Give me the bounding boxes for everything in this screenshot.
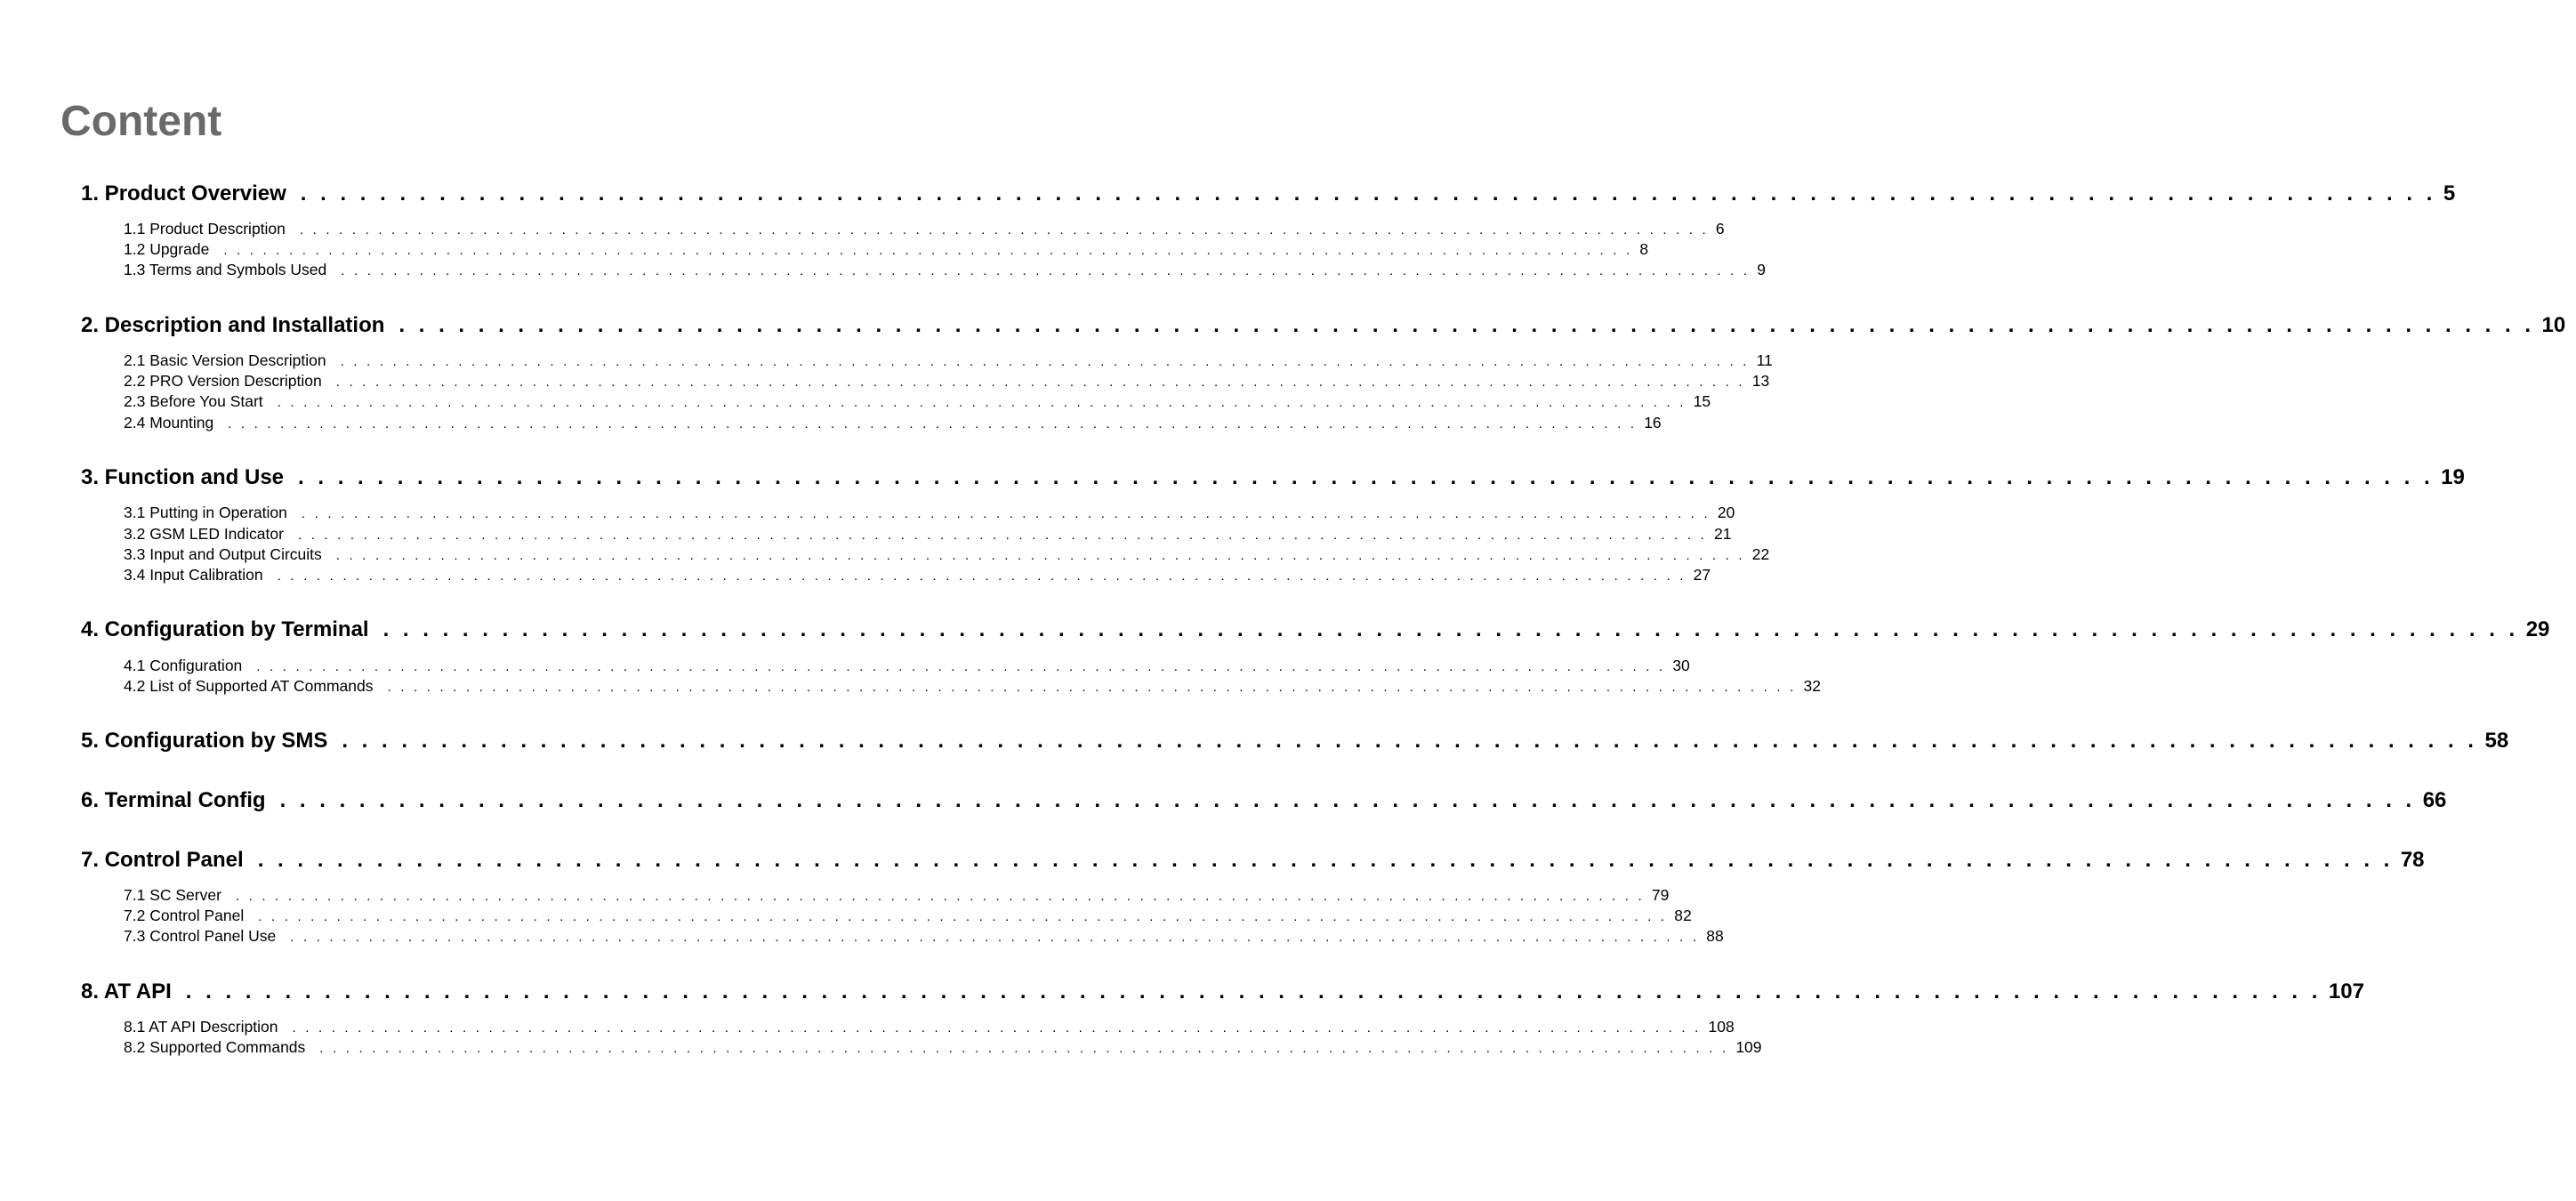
- toc-section-3-4[interactable]: [124, 565, 1711, 586]
- page-number: 32: [1803, 677, 1821, 695]
- toc-section-7-3[interactable]: [124, 926, 1724, 947]
- section-title: 1.2 Upgrade: [124, 240, 210, 258]
- page-number: 19: [2441, 465, 2465, 489]
- dot-leader: . . . . . . . . . . . . . . . . . . . . . . . . . . . . . . . . . . . . . . . . . . . . . . . . . . . . . . . . . . . . . . . . . . . . . . . . . . . . . . . . . . . . . . . . . . . . . . . . . . . . . . . . . . . .: [277, 568, 1686, 584]
- toc-section-1-3[interactable]: [124, 260, 1767, 281]
- chapter-title: 8. AT API: [81, 979, 172, 1004]
- dot-leader: . . . . . . . . . . . . . . . . . . . . . . . . . . . . . . . . . . . . . . . . . . . . . . . . . . . . . . . . . . . . . . . . . . . . . . . . . . . . . . . . . . . . . . . . . . . . . . . . . . . . . . . . . . . .: [297, 528, 1707, 543]
- toc-chapter-4[interactable]: [81, 617, 2550, 643]
- dot-leader: . . . . . . . . . . . . . . . . . . . . . . . . . . . . . . . . . . . . . . . . . . . . . . . . . . . . . . . . . . . . . . . . . . . . . . . . . . . . . . . . . . . . . . . . . . . . . . . . . . . . . . . . . . . .: [228, 416, 1638, 431]
- toc-section-2-4[interactable]: [124, 413, 1662, 434]
- dot-leader: . . . . . . . . . . . . . . . . . . . . . . . . . . . . . . . . . . . . . . . . . . . . . . . . . . . . . . . . . . . . . . . . . . . . . . . . . . . . . . . . . . . . . . . . . . . . . . . . . . . . . . . . . . . .: [319, 1041, 1729, 1056]
- page-number: 10: [2541, 313, 2566, 337]
- toc-chapter-2[interactable]: [81, 312, 2566, 339]
- dot-leader: . . . . . . . . . . . . . . . . . . . . . . . . . . . . . . . . . . . . . . . . . . . . . . . . . . . . . . . . . . . . . . . . . . . . . . . . . . . . . . . . . . . . . . . . . . . . . . . . . . . . . . . . . . . .: [290, 930, 1700, 945]
- dot-leader: . . . . . . . . . . . . . . . . . . . . . . . . . . . . . . . . . . . . . . . . . . . . . . . . . . . . . . . . . . . . . . . . . . . . . . . . . . . . . . . . . . . . . . . . . . . . . . . . . . . . . . . . . . . .: [340, 354, 1750, 369]
- page-number: 79: [1651, 886, 1670, 904]
- section-title: 2.4 Mounting: [124, 414, 214, 431]
- toc-section-7-2[interactable]: [124, 906, 1692, 927]
- dot-leader: . . . . . . . . . . . . . . . . . . . . . . . . . . . . . . . . . . . . . . . . . . . . . . . . . . . . . . . . . . . . . . . . . . . . . . . . . . . . . . . . . . . . . . . . . . . . . . . . . . . . . . . . . . . .: [258, 909, 1668, 924]
- dot-leader: . . . . . . . . . . . . . . . . . . . . . . . . . . . . . . . . . . . . . . . . . . . . . . . . . . . . . . . . . . . . . . . . . . . . . . . . . . . . . . . . . . . . . . . . . . . . . . . . . . . . . . . . . . . .: [292, 1020, 1702, 1036]
- toc-section-1-1[interactable]: [124, 219, 1725, 240]
- dot-leader: . . . . . . . . . . . . . . . . . . . . . . . . . . . . . . . . . . . . . . . . . . . . . . . . . . . . . . . . . . . . . . . . . . . . . . . . . . . . . . . . . . . . . . . . . . . . . . . . . . . . . . . . . . . .: [257, 848, 2394, 872]
- section-title: 1.1 Product Description: [124, 220, 286, 238]
- dot-leader: . . . . . . . . . . . . . . . . . . . . . . . . . . . . . . . . . . . . . . . . . . . . . . . . . . . . . . . . . . . . . . . . . . . . . . . . . . . . . . . . . . . . . . . . . . . . . . . . . . . . . . . . . . . .: [341, 263, 1751, 278]
- page-number: 8: [1639, 240, 1649, 258]
- dot-leader: . . . . . . . . . . . . . . . . . . . . . . . . . . . . . . . . . . . . . . . . . . . . . . . . . . . . . . . . . . . . . . . . . . . . . . . . . . . . . . . . . . . . . . . . . . . . . . . . . . . . . . . . . . . .: [335, 548, 1745, 563]
- page-number: 82: [1674, 907, 1692, 924]
- toc-chapter-6[interactable]: [81, 787, 2447, 814]
- section-title: 4.2 List of Supported AT Commands: [124, 677, 374, 695]
- section-title: 2.3 Before You Start: [124, 392, 263, 410]
- chapter-title: 6. Terminal Config: [81, 788, 266, 812]
- dot-leader: . . . . . . . . . . . . . . . . . . . . . . . . . . . . . . . . . . . . . . . . . . . . . . . . . . . . . . . . . . . . . . . . . . . . . . . . . . . . . . . . . . . . . . . . . . . . . . . . . . . . . . . . . . . .: [342, 729, 2478, 753]
- page-number: 107: [2328, 979, 2364, 1004]
- toc-section-3-2[interactable]: [124, 524, 1732, 545]
- toc-section-1-2[interactable]: [124, 239, 1649, 261]
- section-title: 3.4 Input Calibration: [124, 566, 263, 584]
- page-number: 15: [1693, 392, 1711, 410]
- page-number: 78: [2400, 848, 2425, 872]
- section-title: 1.3 Terms and Symbols Used: [124, 261, 327, 278]
- page-number: 88: [1706, 927, 1724, 945]
- toc-section-2-2[interactable]: [124, 371, 1770, 392]
- section-title: 3.3 Input and Output Circuits: [124, 545, 322, 563]
- dot-leader: . . . . . . . . . . . . . . . . . . . . . . . . . . . . . . . . . . . . . . . . . . . . . . . . . . . . . . . . . . . . . . . . . . . . . . . . . . . . . . . . . . . . . . . . . . . . . . . . . . . . . . . . . . . .: [185, 979, 2322, 1004]
- chapter-title: 4. Configuration by Terminal: [81, 617, 369, 641]
- section-title: 7.1 SC Server: [124, 886, 221, 904]
- dot-leader: . . . . . . . . . . . . . . . . . . . . . . . . . . . . . . . . . . . . . . . . . . . . . . . . . . . . . . . . . . . . . . . . . . . . . . . . . . . . . . . . . . . . . . . . . . . . . . . . . . . . . . . . . . . .: [387, 680, 1797, 695]
- section-title: 8.1 AT API Description: [124, 1018, 278, 1036]
- page-number: 58: [2484, 729, 2509, 753]
- page-number: 29: [2525, 617, 2550, 641]
- page-number: 21: [1713, 525, 1732, 543]
- page-number: 20: [1717, 504, 1735, 521]
- toc-section-2-3[interactable]: [124, 391, 1711, 413]
- page-number: 9: [1757, 261, 1767, 278]
- dot-leader: . . . . . . . . . . . . . . . . . . . . . . . . . . . . . . . . . . . . . . . . . . . . . . . . . . . . . . . . . . . . . . . . . . . . . . . . . . . . . . . . . . . . . . . . . . . . . . . . . . . . . . . . . . . .: [298, 465, 2435, 489]
- page-number: 30: [1672, 657, 1690, 674]
- toc-chapter-7[interactable]: [81, 847, 2425, 874]
- page-number: 108: [1708, 1018, 1735, 1036]
- page-number: 16: [1644, 414, 1662, 431]
- page-number: 11: [1756, 351, 1773, 369]
- chapter-title: 3. Function and Use: [81, 465, 285, 489]
- toc-chapter-1[interactable]: [81, 181, 2456, 207]
- page-number: 27: [1693, 566, 1711, 584]
- page-number: 5: [2443, 181, 2456, 206]
- dot-leader: . . . . . . . . . . . . . . . . . . . . . . . . . . . . . . . . . . . . . . . . . . . . . . . . . . . . . . . . . . . . . . . . . . . . . . . . . . . . . . . . . . . . . . . . . . . . . . . . . . . . . . . . . . . .: [299, 222, 1709, 238]
- dot-leader: . . . . . . . . . . . . . . . . . . . . . . . . . . . . . . . . . . . . . . . . . . . . . . . . . . . . . . . . . . . . . . . . . . . . . . . . . . . . . . . . . . . . . . . . . . . . . . . . . . . . . . . . . . . .: [256, 659, 1666, 674]
- toc-section-3-1[interactable]: [124, 503, 1735, 524]
- toc-section-4-1[interactable]: [124, 656, 1690, 677]
- page-number: 109: [1735, 1038, 1762, 1056]
- dot-leader: . . . . . . . . . . . . . . . . . . . . . . . . . . . . . . . . . . . . . . . . . . . . . . . . . . . . . . . . . . . . . . . . . . . . . . . . . . . . . . . . . . . . . . . . . . . . . . . . . . . . . . . . . . . .: [301, 506, 1711, 521]
- dot-leader: . . . . . . . . . . . . . . . . . . . . . . . . . . . . . . . . . . . . . . . . . . . . . . . . . . . . . . . . . . . . . . . . . . . . . . . . . . . . . . . . . . . . . . . . . . . . . . . . . . . . . . . . . . . .: [382, 617, 2519, 641]
- toc-section-4-2[interactable]: [124, 676, 1821, 697]
- chapter-title: 7. Control Panel: [81, 848, 244, 872]
- page-title: Content: [60, 98, 222, 145]
- section-title: 3.1 Putting in Operation: [124, 504, 287, 521]
- toc-chapter-5[interactable]: [81, 728, 2509, 754]
- toc-chapter-3[interactable]: [81, 464, 2465, 491]
- section-title: 4.1 Configuration: [124, 657, 243, 674]
- chapter-title: 5. Configuration by SMS: [81, 729, 328, 753]
- chapter-title: 1. Product Overview: [81, 181, 286, 206]
- section-title: 7.3 Control Panel Use: [124, 927, 277, 945]
- page-number: 22: [1751, 545, 1770, 563]
- section-title: 2.2 PRO Version Description: [124, 372, 322, 390]
- toc-section-7-1[interactable]: [124, 885, 1670, 907]
- dot-leader: . . . . . . . . . . . . . . . . . . . . . . . . . . . . . . . . . . . . . . . . . . . . . . . . . . . . . . . . . . . . . . . . . . . . . . . . . . . . . . . . . . . . . . . . . . . . . . . . . . . . . . . . . . . .: [279, 788, 2416, 812]
- dot-leader: . . . . . . . . . . . . . . . . . . . . . . . . . . . . . . . . . . . . . . . . . . . . . . . . . . . . . . . . . . . . . . . . . . . . . . . . . . . . . . . . . . . . . . . . . . . . . . . . . . . . . . . . . . . .: [300, 181, 2436, 206]
- toc-section-8-2[interactable]: [124, 1037, 1762, 1059]
- toc-section-8-1[interactable]: [124, 1017, 1735, 1038]
- dot-leader: . . . . . . . . . . . . . . . . . . . . . . . . . . . . . . . . . . . . . . . . . . . . . . . . . . . . . . . . . . . . . . . . . . . . . . . . . . . . . . . . . . . . . . . . . . . . . . . . . . . . . . . . . . . .: [223, 243, 1633, 258]
- dot-leader: . . . . . . . . . . . . . . . . . . . . . . . . . . . . . . . . . . . . . . . . . . . . . . . . . . . . . . . . . . . . . . . . . . . . . . . . . . . . . . . . . . . . . . . . . . . . . . . . . . . . . . . . . . . .: [335, 375, 1745, 390]
- page-number: 6: [1715, 220, 1725, 238]
- toc-chapter-8[interactable]: [81, 979, 2364, 1005]
- dot-leader: . . . . . . . . . . . . . . . . . . . . . . . . . . . . . . . . . . . . . . . . . . . . . . . . . . . . . . . . . . . . . . . . . . . . . . . . . . . . . . . . . . . . . . . . . . . . . . . . . . . . . . . . . . . .: [398, 313, 2535, 337]
- toc-section-3-3[interactable]: [124, 544, 1770, 566]
- section-title: 2.1 Basic Version Description: [124, 351, 326, 369]
- page-number: 66: [2422, 788, 2447, 812]
- page-number: 13: [1751, 372, 1770, 390]
- chapter-title: 2. Description and Installation: [81, 313, 385, 337]
- dot-leader: . . . . . . . . . . . . . . . . . . . . . . . . . . . . . . . . . . . . . . . . . . . . . . . . . . . . . . . . . . . . . . . . . . . . . . . . . . . . . . . . . . . . . . . . . . . . . . . . . . . . . . . . . . . .: [235, 889, 1645, 904]
- dot-leader: . . . . . . . . . . . . . . . . . . . . . . . . . . . . . . . . . . . . . . . . . . . . . . . . . . . . . . . . . . . . . . . . . . . . . . . . . . . . . . . . . . . . . . . . . . . . . . . . . . . . . . . . . . . .: [277, 395, 1686, 410]
- toc-section-2-1[interactable]: [124, 351, 1773, 372]
- section-title: 3.2 GSM LED Indicator: [124, 525, 284, 543]
- section-title: 8.2 Supported Commands: [124, 1038, 306, 1056]
- section-title: 7.2 Control Panel: [124, 907, 245, 924]
